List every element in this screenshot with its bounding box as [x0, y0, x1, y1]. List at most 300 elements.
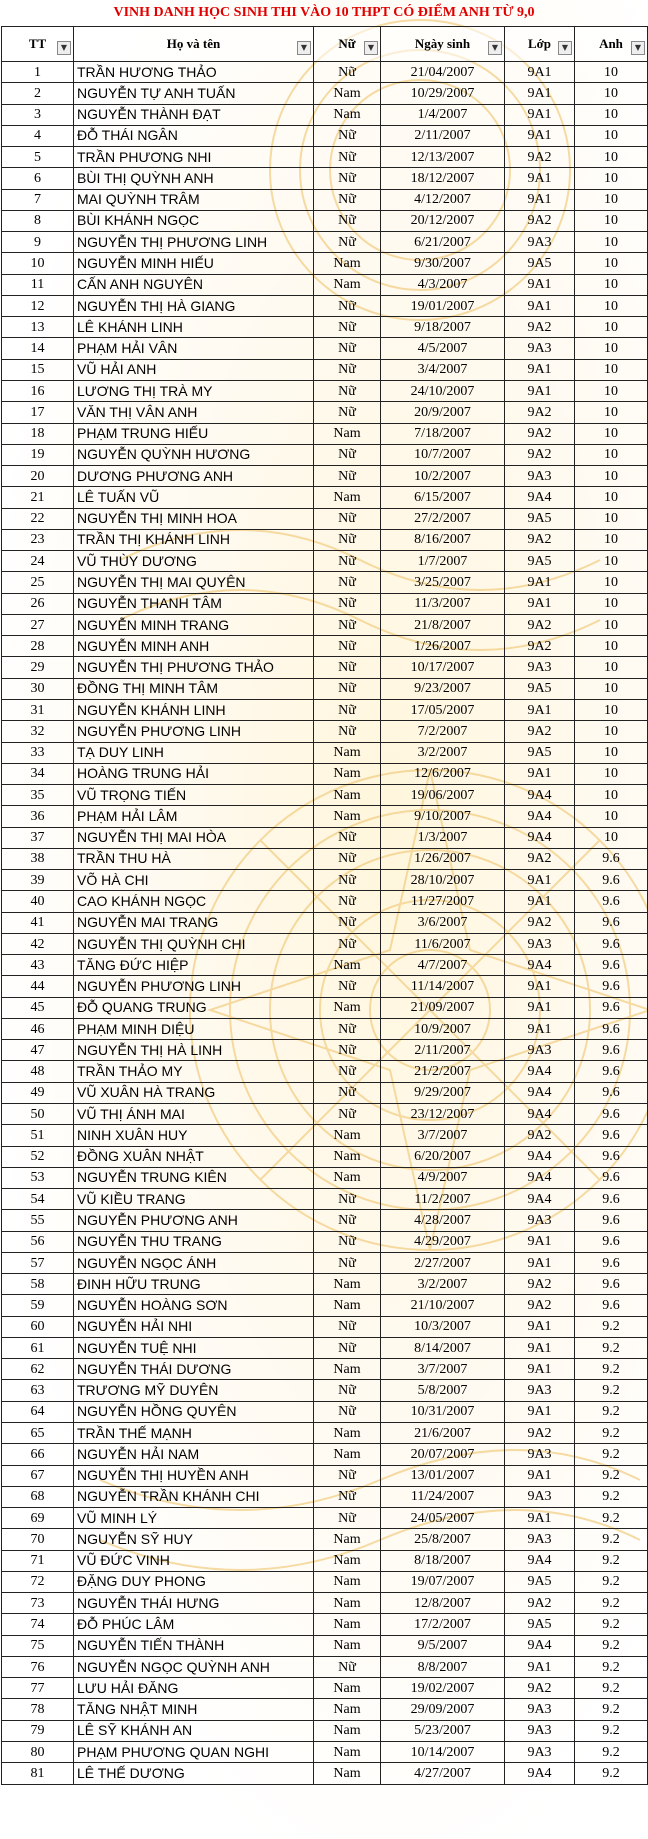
- cell-dob: 1/26/2007: [381, 848, 505, 869]
- cell-name: CAO KHÁNH NGỌC: [74, 891, 314, 912]
- cell-gender: Nam: [314, 1571, 381, 1592]
- dropdown-arrow-icon[interactable]: ▼: [631, 41, 645, 55]
- cell-name: NGUYỄN TIẾN THÀNH: [74, 1635, 314, 1656]
- header-english[interactable]: [575, 27, 648, 62]
- cell-name: PHẠM HẢI LÂM: [74, 806, 314, 827]
- cell-class: 9A3: [505, 1040, 575, 1061]
- cell-dob: 6/20/2007: [381, 1146, 505, 1167]
- cell-gender: Nữ: [314, 1018, 381, 1039]
- cell-class: 9A2: [505, 402, 575, 423]
- cell-class: 9A1: [505, 976, 575, 997]
- cell-dob: 18/12/2007: [381, 168, 505, 189]
- cell-tt: 56: [2, 1231, 74, 1252]
- cell-english: 9.6: [575, 1018, 648, 1039]
- table-row: [2, 1380, 648, 1401]
- cell-english: 10: [575, 359, 648, 380]
- cell-dob: 10/29/2007: [381, 83, 505, 104]
- table-row: [2, 317, 648, 338]
- cell-gender: Nam: [314, 1741, 381, 1762]
- cell-dob: 21/09/2007: [381, 997, 505, 1018]
- cell-english: 10: [575, 466, 648, 487]
- cell-english: 9.6: [575, 1231, 648, 1252]
- cell-name: VŨ THỊ ÁNH MAI: [74, 1104, 314, 1125]
- table-row: [2, 1337, 648, 1358]
- cell-tt: 1: [2, 62, 74, 83]
- dropdown-arrow-icon[interactable]: ▼: [488, 41, 502, 55]
- header-name[interactable]: [74, 27, 314, 62]
- cell-dob: 3/2/2007: [381, 1274, 505, 1295]
- cell-name: NGUYỄN KHÁNH LINH: [74, 699, 314, 720]
- cell-tt: 41: [2, 912, 74, 933]
- cell-class: 9A3: [505, 1210, 575, 1231]
- cell-gender: Nam: [314, 423, 381, 444]
- cell-tt: 43: [2, 955, 74, 976]
- cell-class: 9A1: [505, 1231, 575, 1252]
- cell-gender: Nam: [314, 1593, 381, 1614]
- cell-english: 10: [575, 636, 648, 657]
- cell-english: 9.6: [575, 1125, 648, 1146]
- table-row: [2, 1741, 648, 1762]
- dropdown-arrow-icon[interactable]: ▼: [558, 41, 572, 55]
- cell-tt: 39: [2, 870, 74, 891]
- cell-english: 10: [575, 125, 648, 146]
- cell-name: TRẦN THẢO MY: [74, 1061, 314, 1082]
- header-label: Ngày sinh: [414, 36, 471, 51]
- cell-english: 10: [575, 402, 648, 423]
- table-row: [2, 1423, 648, 1444]
- cell-tt: 20: [2, 466, 74, 487]
- cell-dob: 5/8/2007: [381, 1380, 505, 1401]
- header-gender[interactable]: [314, 27, 381, 62]
- cell-gender: Nữ: [314, 827, 381, 848]
- cell-name: NGUYỄN HOÀNG SƠN: [74, 1295, 314, 1316]
- cell-tt: 51: [2, 1125, 74, 1146]
- cell-english: 9.6: [575, 1189, 648, 1210]
- cell-class: 9A1: [505, 1656, 575, 1677]
- cell-tt: 28: [2, 636, 74, 657]
- cell-dob: 19/01/2007: [381, 295, 505, 316]
- cell-gender: Nữ: [314, 529, 381, 550]
- cell-tt: 76: [2, 1656, 74, 1677]
- cell-english: 9.2: [575, 1380, 648, 1401]
- cell-tt: 3: [2, 104, 74, 125]
- cell-name: NGUYỄN THU TRANG: [74, 1231, 314, 1252]
- cell-name: NINH XUÂN HUY: [74, 1125, 314, 1146]
- cell-class: 9A2: [505, 1295, 575, 1316]
- cell-name: ĐỒNG XUÂN NHẬT: [74, 1146, 314, 1167]
- cell-class: 9A2: [505, 1274, 575, 1295]
- table-row: [2, 402, 648, 423]
- cell-gender: Nữ: [314, 721, 381, 742]
- cell-name: NGUYỄN THANH TÂM: [74, 593, 314, 614]
- cell-english: 9.6: [575, 1061, 648, 1082]
- cell-gender: Nữ: [314, 1061, 381, 1082]
- cell-english: 10: [575, 827, 648, 848]
- table-row: [2, 785, 648, 806]
- cell-class: 9A2: [505, 423, 575, 444]
- cell-class: 9A1: [505, 125, 575, 146]
- cell-tt: 13: [2, 317, 74, 338]
- cell-name: TRẦN THỊ KHÁNH LINH: [74, 529, 314, 550]
- header-label: Họ và tên: [166, 36, 221, 51]
- cell-english: 9.6: [575, 870, 648, 891]
- cell-name: VÕ HÀ CHI: [74, 870, 314, 891]
- cell-english: 10: [575, 147, 648, 168]
- cell-gender: Nam: [314, 1699, 381, 1720]
- cell-gender: Nữ: [314, 1337, 381, 1358]
- cell-dob: 21/6/2007: [381, 1423, 505, 1444]
- cell-name: CẤN ANH NGUYÊN: [74, 274, 314, 295]
- cell-english: 9.2: [575, 1656, 648, 1677]
- cell-english: 9.2: [575, 1720, 648, 1741]
- cell-tt: 71: [2, 1550, 74, 1571]
- cell-class: 9A2: [505, 614, 575, 635]
- cell-english: 9.2: [575, 1593, 648, 1614]
- cell-name: LÊ KHÁNH LINH: [74, 317, 314, 338]
- cell-gender: Nam: [314, 1550, 381, 1571]
- cell-gender: Nữ: [314, 572, 381, 593]
- cell-english: 10: [575, 551, 648, 572]
- cell-name: NGUYỄN THỊ MAI QUYÊN: [74, 572, 314, 593]
- cell-tt: 59: [2, 1295, 74, 1316]
- cell-dob: 2/11/2007: [381, 1040, 505, 1061]
- cell-class: 9A2: [505, 721, 575, 742]
- table-row: [2, 870, 648, 891]
- cell-english: 10: [575, 317, 648, 338]
- cell-dob: 10/9/2007: [381, 1018, 505, 1039]
- cell-tt: 68: [2, 1486, 74, 1507]
- cell-class: 9A1: [505, 189, 575, 210]
- cell-tt: 10: [2, 253, 74, 274]
- cell-gender: Nữ: [314, 1656, 381, 1677]
- cell-dob: 10/14/2007: [381, 1741, 505, 1762]
- cell-english: 9.6: [575, 955, 648, 976]
- cell-name: TRẦN THẾ MẠNH: [74, 1423, 314, 1444]
- table-row: [2, 338, 648, 359]
- cell-class: 9A2: [505, 912, 575, 933]
- cell-gender: Nam: [314, 1423, 381, 1444]
- cell-name: ĐINH HỮU TRUNG: [74, 1274, 314, 1295]
- cell-name: NGUYỄN THÀNH ĐẠT: [74, 104, 314, 125]
- dropdown-arrow-icon[interactable]: ▼: [297, 41, 311, 55]
- cell-class: 9A1: [505, 1316, 575, 1337]
- cell-english: 10: [575, 785, 648, 806]
- table-row: [2, 933, 648, 954]
- cell-tt: 26: [2, 593, 74, 614]
- table-row: [2, 1444, 648, 1465]
- cell-name: NGUYỄN THỊ HÀ LINH: [74, 1040, 314, 1061]
- cell-tt: 74: [2, 1614, 74, 1635]
- cell-name: LÊ TUẤN VŨ: [74, 487, 314, 508]
- cell-class: 9A2: [505, 1678, 575, 1699]
- cell-tt: 4: [2, 125, 74, 146]
- cell-dob: 2/11/2007: [381, 125, 505, 146]
- cell-class: 9A3: [505, 1720, 575, 1741]
- cell-class: 9A1: [505, 168, 575, 189]
- cell-dob: 3/7/2007: [381, 1125, 505, 1146]
- cell-english: 9.6: [575, 1274, 648, 1295]
- cell-tt: 37: [2, 827, 74, 848]
- cell-gender: Nam: [314, 1274, 381, 1295]
- cell-name: NGUYỄN PHƯƠNG LINH: [74, 721, 314, 742]
- cell-tt: 58: [2, 1274, 74, 1295]
- dropdown-arrow-icon[interactable]: ▼: [364, 41, 378, 55]
- table-row: [2, 912, 648, 933]
- cell-name: ĐỒNG THỊ MINH TÂM: [74, 678, 314, 699]
- cell-english: 10: [575, 83, 648, 104]
- cell-gender: Nam: [314, 1125, 381, 1146]
- cell-dob: 27/2/2007: [381, 508, 505, 529]
- cell-class: 9A3: [505, 1529, 575, 1550]
- cell-gender: Nam: [314, 742, 381, 763]
- cell-gender: Nữ: [314, 614, 381, 635]
- cell-dob: 20/12/2007: [381, 210, 505, 231]
- cell-english: 9.2: [575, 1741, 648, 1762]
- cell-class: 9A4: [505, 1082, 575, 1103]
- cell-class: 9A3: [505, 1741, 575, 1762]
- table-row: [2, 678, 648, 699]
- cell-english: 10: [575, 253, 648, 274]
- cell-dob: 11/6/2007: [381, 933, 505, 954]
- cell-class: 9A4: [505, 1550, 575, 1571]
- cell-gender: Nữ: [314, 870, 381, 891]
- cell-class: 9A1: [505, 274, 575, 295]
- cell-english: 9.2: [575, 1508, 648, 1529]
- table-row: [2, 1465, 648, 1486]
- cell-class: 9A4: [505, 1167, 575, 1188]
- cell-class: 9A5: [505, 508, 575, 529]
- cell-gender: Nữ: [314, 232, 381, 253]
- cell-english: 10: [575, 487, 648, 508]
- cell-english: 10: [575, 104, 648, 125]
- cell-english: 9.2: [575, 1699, 648, 1720]
- table-row: [2, 1295, 648, 1316]
- cell-tt: 2: [2, 83, 74, 104]
- cell-tt: 14: [2, 338, 74, 359]
- cell-name: TRẦN THU HÀ: [74, 848, 314, 869]
- table-row: [2, 1167, 648, 1188]
- cell-dob: 21/10/2007: [381, 1295, 505, 1316]
- page-title: VINH DANH HỌC SINH THI VÀO 10 THPT CÓ ĐIỂM ANH TỪ 9,0: [113, 5, 535, 20]
- cell-class: 9A1: [505, 295, 575, 316]
- cell-gender: Nam: [314, 763, 381, 784]
- cell-gender: Nam: [314, 997, 381, 1018]
- cell-class: 9A4: [505, 785, 575, 806]
- cell-dob: 4/27/2007: [381, 1763, 505, 1784]
- cell-tt: 66: [2, 1444, 74, 1465]
- cell-dob: 9/23/2007: [381, 678, 505, 699]
- cell-dob: 3/2/2007: [381, 742, 505, 763]
- cell-gender: Nữ: [314, 1380, 381, 1401]
- cell-class: 9A2: [505, 848, 575, 869]
- cell-gender: Nam: [314, 806, 381, 827]
- table-row: [2, 1401, 648, 1422]
- cell-gender: Nam: [314, 1614, 381, 1635]
- table-row: [2, 295, 648, 316]
- cell-tt: 62: [2, 1359, 74, 1380]
- cell-name: TRẦN PHƯƠNG NHI: [74, 147, 314, 168]
- cell-dob: 8/18/2007: [381, 1550, 505, 1571]
- cell-english: 9.2: [575, 1423, 648, 1444]
- cell-english: 10: [575, 699, 648, 720]
- cell-tt: 9: [2, 232, 74, 253]
- table-row: [2, 1082, 648, 1103]
- cell-tt: 47: [2, 1040, 74, 1061]
- cell-english: 9.6: [575, 912, 648, 933]
- header-class[interactable]: [505, 27, 575, 62]
- cell-gender: Nữ: [314, 891, 381, 912]
- cell-gender: Nữ: [314, 848, 381, 869]
- cell-name: NGUYỄN THỊ QUỲNH CHI: [74, 933, 314, 954]
- table-row: [2, 593, 648, 614]
- cell-gender: Nữ: [314, 1486, 381, 1507]
- cell-class: 9A2: [505, 1423, 575, 1444]
- cell-class: 9A1: [505, 870, 575, 891]
- cell-dob: 23/12/2007: [381, 1104, 505, 1125]
- cell-name: DƯƠNG PHƯƠNG ANH: [74, 466, 314, 487]
- cell-tt: 8: [2, 210, 74, 231]
- cell-dob: 10/3/2007: [381, 1316, 505, 1337]
- cell-english: 10: [575, 657, 648, 678]
- table-row: [2, 1550, 648, 1571]
- cell-class: 9A2: [505, 444, 575, 465]
- cell-tt: 21: [2, 487, 74, 508]
- cell-dob: 8/16/2007: [381, 529, 505, 550]
- cell-gender: Nữ: [314, 1040, 381, 1061]
- cell-class: 9A1: [505, 699, 575, 720]
- cell-gender: Nữ: [314, 657, 381, 678]
- cell-tt: 33: [2, 742, 74, 763]
- cell-english: 10: [575, 210, 648, 231]
- cell-gender: Nữ: [314, 699, 381, 720]
- table-row: [2, 359, 648, 380]
- cell-tt: 40: [2, 891, 74, 912]
- cell-class: 9A1: [505, 1337, 575, 1358]
- cell-dob: 28/10/2007: [381, 870, 505, 891]
- cell-gender: Nữ: [314, 444, 381, 465]
- cell-class: 9A3: [505, 232, 575, 253]
- table-row: [2, 83, 648, 104]
- cell-dob: 6/15/2007: [381, 487, 505, 508]
- cell-class: 9A1: [505, 1401, 575, 1422]
- cell-english: 10: [575, 232, 648, 253]
- cell-class: 9A1: [505, 359, 575, 380]
- cell-name: VŨ HẢI ANH: [74, 359, 314, 380]
- cell-gender: Nữ: [314, 1210, 381, 1231]
- cell-gender: Nữ: [314, 62, 381, 83]
- cell-gender: Nữ: [314, 338, 381, 359]
- cell-name: NGUYỄN PHƯƠNG LINH: [74, 976, 314, 997]
- cell-dob: 11/2/2007: [381, 1189, 505, 1210]
- cell-english: 10: [575, 593, 648, 614]
- cell-english: 10: [575, 572, 648, 593]
- cell-dob: 6/21/2007: [381, 232, 505, 253]
- table-row: [2, 1040, 648, 1061]
- cell-name: NGUYỄN THÁI HƯNG: [74, 1593, 314, 1614]
- cell-dob: 19/06/2007: [381, 785, 505, 806]
- cell-tt: 6: [2, 168, 74, 189]
- cell-english: 9.2: [575, 1401, 648, 1422]
- cell-name: LÊ SỸ KHÁNH AN: [74, 1720, 314, 1741]
- cell-tt: 35: [2, 785, 74, 806]
- cell-dob: 11/27/2007: [381, 891, 505, 912]
- cell-dob: 3/7/2007: [381, 1359, 505, 1380]
- cell-gender: Nữ: [314, 976, 381, 997]
- cell-english: 9.2: [575, 1635, 648, 1656]
- table-row: [2, 1359, 648, 1380]
- cell-tt: 64: [2, 1401, 74, 1422]
- table-row: [2, 1231, 648, 1252]
- cell-tt: 70: [2, 1529, 74, 1550]
- table-row: [2, 125, 648, 146]
- cell-dob: 9/30/2007: [381, 253, 505, 274]
- cell-dob: 11/24/2007: [381, 1486, 505, 1507]
- table-row: [2, 1316, 648, 1337]
- cell-gender: Nữ: [314, 1104, 381, 1125]
- cell-name: NGUYỄN THỊ HUYỀN ANH: [74, 1465, 314, 1486]
- cell-tt: 69: [2, 1508, 74, 1529]
- cell-english: 10: [575, 274, 648, 295]
- cell-name: NGUYỄN MAI TRANG: [74, 912, 314, 933]
- cell-dob: 17/05/2007: [381, 699, 505, 720]
- cell-dob: 9/29/2007: [381, 1082, 505, 1103]
- cell-gender: Nam: [314, 1763, 381, 1784]
- cell-tt: 54: [2, 1189, 74, 1210]
- cell-tt: 55: [2, 1210, 74, 1231]
- cell-name: NGUYỄN MINH TRANG: [74, 614, 314, 635]
- cell-dob: 7/2/2007: [381, 721, 505, 742]
- table-row: [2, 189, 648, 210]
- cell-tt: 60: [2, 1316, 74, 1337]
- cell-gender: Nữ: [314, 508, 381, 529]
- cell-english: 10: [575, 380, 648, 401]
- cell-dob: 2/27/2007: [381, 1252, 505, 1273]
- cell-gender: Nam: [314, 274, 381, 295]
- table-row: [2, 1061, 648, 1082]
- cell-gender: Nữ: [314, 593, 381, 614]
- cell-tt: 11: [2, 274, 74, 295]
- cell-gender: Nữ: [314, 1252, 381, 1273]
- cell-tt: 18: [2, 423, 74, 444]
- cell-english: 10: [575, 721, 648, 742]
- cell-english: 9.6: [575, 1082, 648, 1103]
- dropdown-arrow-icon[interactable]: ▼: [57, 41, 71, 55]
- cell-gender: Nam: [314, 487, 381, 508]
- cell-class: 9A4: [505, 1104, 575, 1125]
- table-body: [2, 62, 648, 1785]
- cell-tt: 49: [2, 1082, 74, 1103]
- cell-tt: 72: [2, 1571, 74, 1592]
- header-dob[interactable]: [381, 27, 505, 62]
- cell-tt: 61: [2, 1337, 74, 1358]
- cell-name: NGUYỄN TỰ ANH TUẤN: [74, 83, 314, 104]
- cell-class: 9A4: [505, 487, 575, 508]
- cell-dob: 5/23/2007: [381, 1720, 505, 1741]
- table-row: [2, 147, 648, 168]
- cell-name: LƯU HẢI ĐĂNG: [74, 1678, 314, 1699]
- cell-name: NGUYỄN SỸ HUY: [74, 1529, 314, 1550]
- cell-gender: Nam: [314, 785, 381, 806]
- cell-english: 10: [575, 529, 648, 550]
- cell-dob: 10/17/2007: [381, 657, 505, 678]
- cell-english: 9.2: [575, 1763, 648, 1784]
- header-tt[interactable]: [2, 27, 74, 62]
- table-row: [2, 1763, 648, 1784]
- cell-dob: 11/3/2007: [381, 593, 505, 614]
- cell-gender: Nữ: [314, 380, 381, 401]
- cell-tt: 36: [2, 806, 74, 827]
- cell-english: 9.2: [575, 1444, 648, 1465]
